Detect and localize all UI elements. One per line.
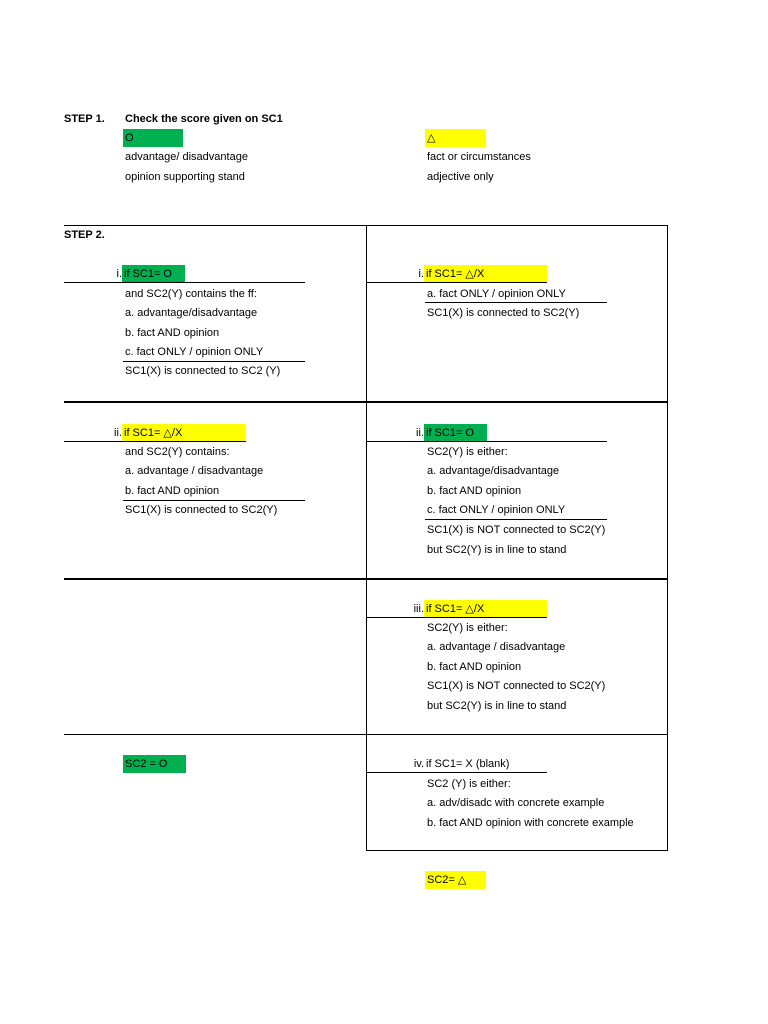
cell-r3-line-5: but SC2(Y) is in line to stand bbox=[427, 700, 567, 712]
cell-r4-number: iv. bbox=[413, 758, 424, 770]
cell-l1-line-4: c. fact ONLY / opinion ONLY bbox=[125, 346, 264, 358]
cell-r2-number: ii. bbox=[416, 427, 424, 439]
cell-r3-line-3: b. fact AND opinion bbox=[427, 661, 522, 673]
step1-left-badge: O bbox=[123, 129, 183, 147]
grid-row-divider-3 bbox=[64, 734, 668, 735]
cell-r4-line-1: SC2 (Y) is either: bbox=[427, 778, 511, 790]
cell-l2-line-3: b. fact AND opinion bbox=[125, 485, 220, 497]
cell-r1-condition: if SC1= △/X bbox=[424, 265, 547, 283]
cell-l2-condition: if SC1= △/X bbox=[122, 424, 245, 442]
step1-left-item-2: opinion supporting stand bbox=[125, 171, 245, 183]
cell-r2-line-2: a. advantage/disadvantage bbox=[427, 465, 560, 477]
cell-r2-line-1: SC2(Y) is either: bbox=[427, 446, 508, 458]
cell-l2-line-2: a. advantage / disadvantage bbox=[125, 465, 264, 477]
cell-r3-underline bbox=[366, 617, 547, 618]
cell-r1-line-1: a. fact ONLY / opinion ONLY bbox=[427, 288, 566, 300]
cell-r1-line-2: SC1(X) is connected to SC2(Y) bbox=[427, 307, 580, 319]
cell-l2-number: ii. bbox=[114, 427, 122, 439]
step1-title: Check the score given on SC1 bbox=[125, 113, 283, 125]
step1-label: STEP 1. bbox=[64, 113, 105, 125]
cell-r2-line-6: but SC2(Y) is in line to stand bbox=[427, 544, 567, 556]
cell-r2-underline bbox=[366, 441, 607, 442]
step2-label: STEP 2. bbox=[64, 229, 105, 241]
result-left-badge: SC2 = O bbox=[123, 755, 186, 773]
cell-r4-underline bbox=[366, 772, 547, 773]
step1-right-badge: △ bbox=[425, 129, 486, 147]
result-right-badge: SC2= △ bbox=[425, 871, 486, 889]
cell-l2-line-1: and SC2(Y) contains: bbox=[125, 446, 230, 458]
cell-l1-line-5: SC1(X) is connected to SC2 (Y) bbox=[125, 365, 281, 377]
cell-r2-condition: if SC1= O bbox=[424, 424, 487, 442]
cell-r2-line-3: b. fact AND opinion bbox=[427, 485, 522, 497]
cell-r1-separator bbox=[425, 302, 607, 303]
cell-r2-separator bbox=[425, 519, 607, 520]
cell-r3-line-4: SC1(X) is NOT connected to SC2(Y) bbox=[427, 680, 606, 692]
cell-r4-condition: if SC1= X (blank) bbox=[426, 758, 510, 770]
cell-l1-line-1: and SC2(Y) contains the ff: bbox=[125, 288, 257, 300]
step1-right-item-1: fact or circumstances bbox=[427, 151, 531, 163]
cell-l1-separator bbox=[123, 361, 305, 362]
cell-r3-condition: if SC1= △/X bbox=[424, 600, 547, 618]
cell-r3-line-2: a. advantage / disadvantage bbox=[427, 641, 566, 653]
step1-left-item-1: advantage/ disadvantage bbox=[125, 151, 248, 163]
cell-r2-line-5: SC1(X) is NOT connected to SC2(Y) bbox=[427, 524, 606, 536]
cell-l2-line-4: SC1(X) is connected to SC2(Y) bbox=[125, 504, 278, 516]
cell-r1-number: i. bbox=[418, 268, 424, 280]
cell-l2-underline bbox=[64, 441, 246, 442]
cell-r4-line-2: a. adv/disadc with concrete example bbox=[427, 797, 605, 809]
cell-r1-underline bbox=[366, 282, 547, 283]
cell-r2-line-4: c. fact ONLY / opinion ONLY bbox=[427, 504, 566, 516]
grid-row-divider-2 bbox=[64, 578, 668, 580]
grid-center-divider bbox=[366, 225, 367, 851]
cell-l1-line-2: a. advantage/disadvantage bbox=[125, 307, 258, 319]
step1-right-item-2: adjective only bbox=[427, 171, 494, 183]
cell-l2-separator bbox=[123, 500, 305, 501]
cell-l1-condition: if SC1= O bbox=[122, 265, 185, 283]
cell-l1-line-3: b. fact AND opinion bbox=[125, 327, 220, 339]
cell-r3-number: iii. bbox=[413, 603, 424, 615]
cell-r3-line-1: SC2(Y) is either: bbox=[427, 622, 508, 634]
grid-row-divider-1 bbox=[64, 401, 668, 403]
cell-l1-underline bbox=[64, 282, 305, 283]
cell-l1-number: i. bbox=[116, 268, 122, 280]
grid-right-border bbox=[667, 225, 668, 851]
grid-bottom-border bbox=[366, 850, 668, 851]
cell-r4-line-3: b. fact AND opinion with concrete example bbox=[427, 817, 634, 829]
